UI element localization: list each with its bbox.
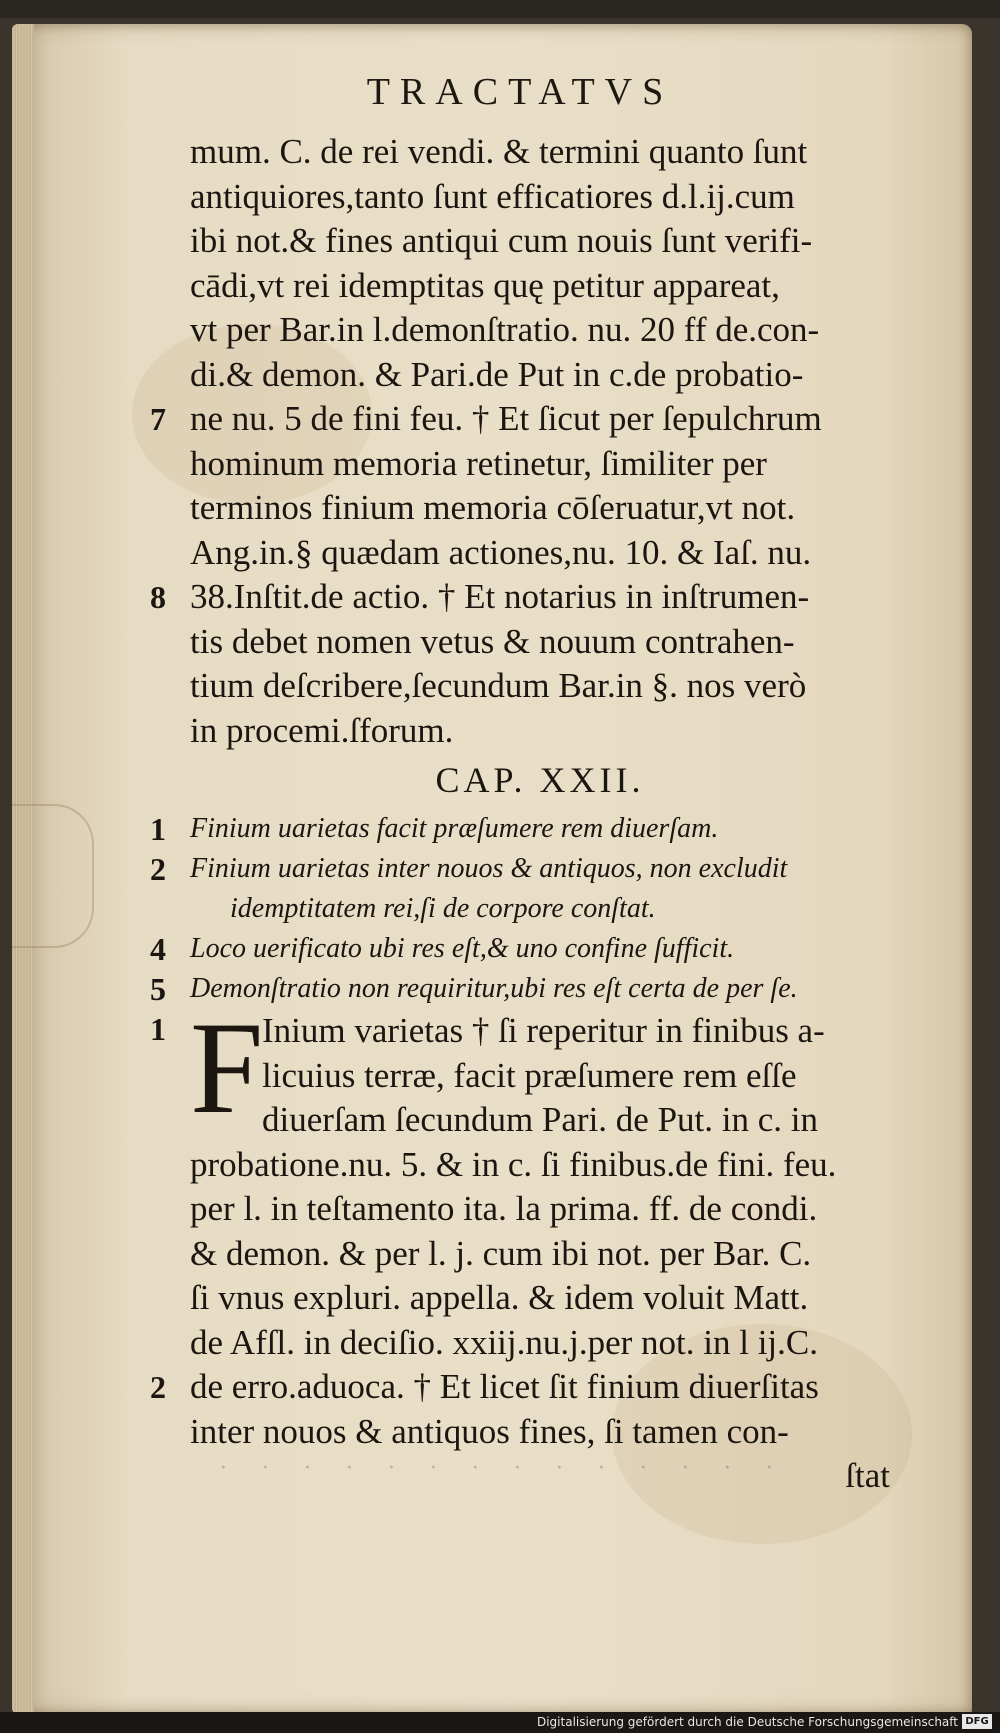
dfg-logo: DFG [962,1714,992,1729]
opening-paragraph [150,994,890,1143]
text-line [190,486,890,531]
text-line [150,1365,890,1410]
line-text: probatione.nu. 5. & in c. ſi finibus.de fini. feu. [190,1144,837,1184]
line-text: ne nu. 5 de fini feu. † Et ſicut per ſepulchrum [190,399,822,438]
text-line [190,308,890,353]
marginal-number: 5 [150,971,166,1007]
summary-text: Loco uerificato ubi res eſt,& uno confine ſufficit. [190,933,735,964]
text-line: Inium varietas † ſi reperitur in finibus a- [262,1011,825,1050]
line-text: inter nouos & antiquos fines, ſi tamen con- [190,1411,789,1451]
text-line [190,175,890,220]
line-text: de erro.aduoca. † Et licet ſit finium diuerſitas [190,1367,819,1406]
catchword: ſtat [845,1456,890,1495]
line-text: 38.Inſtit.de actio. † Et notarius in inſtrumen- [190,577,810,616]
footer-credit: Digitalisierung gefördert durch die Deutsche Forschungsgemeinschaft [536,1715,958,1729]
line-text: de Afſl. in deciſio. xxiij.nu.j.per not. in l ij.C. [190,1322,819,1362]
text-line [190,709,890,754]
text-line: licuius terræ, facit præſumere rem eſſe [262,1055,797,1095]
marginal-number: 1 [150,811,166,847]
page-tab-impression [12,804,94,948]
text-line [190,1232,890,1277]
text-line: diuerſam ſecundum Pari. de Put. in c. in [262,1100,819,1139]
text-line [190,531,890,576]
marginal-number: 1 [150,1011,166,1047]
marginal-number: 7 [150,401,166,437]
text-line [190,620,890,665]
text-line [190,130,890,175]
line-text: & demon. & per l. j. cum ibi not. per Bar. C. [190,1233,812,1273]
marginal-number: 2 [150,1369,166,1405]
text-line [190,1143,890,1188]
marginal-number: 2 [150,851,166,887]
line-text: vt per Bar.in l.demonſtratio. nu. 20 ff de.con- [190,310,820,349]
summary-line [190,889,890,929]
summary-text: Finium uarietas facit præſumere rem diuerſam. [190,813,719,844]
drop-cap: F [190,994,264,1141]
summary-text: idemptitatem rei,ſi de corpore conſtat. [230,893,656,924]
summary-line [150,809,890,849]
text-line [190,1276,890,1321]
line-text: ibi not.& fines antiqui cum nouis ſunt verifi- [190,221,813,260]
line-text: tis debet nomen vetus & nouum contrahen- [190,621,795,661]
line-text: cādi,vt rei idemptitas quę petitur appareat, [190,265,780,305]
line-text: ſi vnus expluri. appella. & idem voluit Matt. [190,1278,809,1317]
marginal-number: 4 [150,931,166,967]
chapter-heading: CAP. XXII. [435,760,645,800]
line-text: mum. C. de rei vendi. & termini quanto ſunt [190,132,808,171]
chapter-summaries [150,809,890,1009]
summary-line [150,849,890,889]
line-text: di.& demon. & Pari.de Put in c.de probatio- [190,354,804,394]
text-line [150,575,890,620]
line-text: terminos finium memoria cōſeruatur,vt not. [190,488,796,527]
summary-line [150,929,890,969]
line-text: per l. in teſtamento ita. la prima. ff. de condi. [190,1189,818,1228]
line-text: antiquiores,tanto ſunt efficatiores d.l.ij.cum [190,176,795,216]
marginal-number: 8 [150,579,166,615]
text-line [190,664,890,709]
line-text: tium deſcribere,ſecundum Bar.in §. nos verò [190,666,807,705]
text-line [190,1187,890,1232]
text-line [150,397,890,442]
line-text: hominum memoria retinetur, ſimiliter per [190,443,767,483]
text-line [190,219,890,264]
text-line [190,264,890,309]
text-block [150,130,890,1499]
body-paragraph [150,1143,890,1455]
line-text: in procemi.ſforum. [190,710,454,750]
running-head: TRACTATVS [366,71,674,113]
show-through-text: · · · · · · · · · · · · · · [220,1456,787,1476]
text-line [190,442,890,487]
line-text: Ang.in.§ quædam actiones,nu. 10. & Iaſ. nu. [190,532,812,572]
summary-text: Demonſtratio non requiritur,ubi res eſt certa de per ſe. [190,973,798,1004]
summary-line [150,969,890,1009]
text-line [190,1321,890,1366]
text-line [190,1410,890,1455]
top-paragraph [150,130,890,753]
text-line [190,353,890,398]
summary-text: Finium uarietas inter nouos & antiquos, non excludit [190,853,788,884]
